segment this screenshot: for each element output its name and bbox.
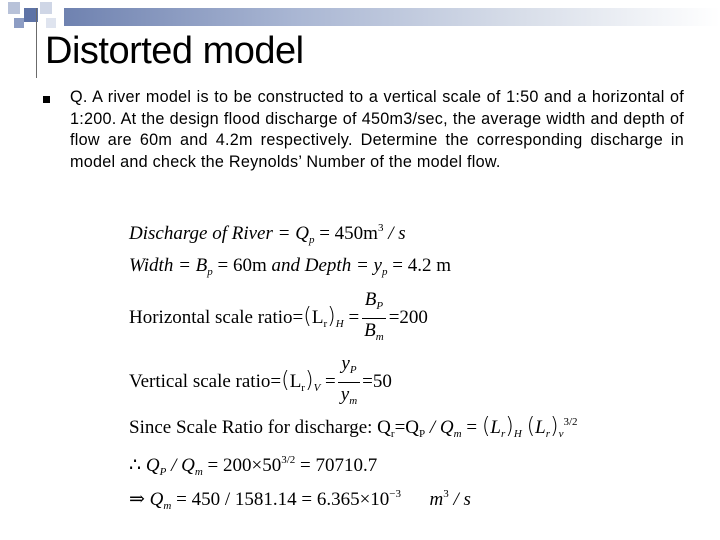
eq-label: and Depth = [271,255,374,276]
eq-symbol: / Q [425,417,454,438]
eq-symbol: Q [377,417,391,438]
eq-subscript: P [349,364,357,376]
eq-symbol: L [311,306,324,328]
eq-value: = 4.2 m [387,255,451,276]
eq-label: Discharge of River = [129,223,296,244]
eq-result: = 70710.7 [295,455,378,476]
eq-index: H [513,428,522,440]
page-title: Distorted model [45,30,304,72]
eq-subscript: m [194,466,203,478]
eq-label: Vertical scale ratio= [129,370,282,392]
eq-symbol: L [289,370,302,392]
eq-denominator: B [364,320,376,341]
eq-subscript: P [159,466,167,478]
equation-model-discharge [129,488,471,512]
eq-symbol: L [535,417,546,438]
eq-subscript: m [453,428,462,440]
title-rule [36,8,37,78]
eq-unit: / s [383,223,406,244]
deco-square [14,18,24,28]
question-text: Q. A river model is to be constructed to a vertical scale of 1:50 and a horizontal of 1:200. At the design flood discharge of 450m3/sec, the average width and depth of flow are 60m and 4.2m respectively. Determine the corresponding discharge in model and check the Reynolds’ Number of the model flow. [70,88,684,172]
eq-label: Since Scale Ratio for discharge: [129,417,378,438]
eq-subscript: r [500,428,506,440]
eq-symbol: Q [295,223,309,244]
eq-fraction [338,352,360,413]
eq-subscript: m [349,395,358,407]
header-decoration [0,0,720,34]
eq-exponent: 3/2 [281,454,296,466]
eq-exponent: 3/2 [563,416,578,428]
eq-value: = 450m [314,223,378,244]
therefore-icon: ∴ [129,455,142,476]
eq-symbol: / Q [166,455,195,476]
eq-symbol: B [195,255,208,276]
deco-square [40,2,52,14]
eq-subscript: m [375,331,384,343]
eq-subscript: p [207,266,213,278]
eq-value: =200 [388,306,428,328]
deco-square [46,18,56,28]
eq-equals: = [343,306,360,328]
eq-value: = 450 / 1581.14 = 6.365×10 [171,489,390,510]
header-gradient-bar [64,8,720,26]
eq-subscript: P [419,428,426,440]
eq-denominator: y [340,384,350,405]
eq-subscript: r [323,317,328,330]
eq-index: V [313,381,321,394]
eq-exponent: −3 [389,488,402,500]
eq-subscript: p [381,266,388,278]
eq-unit: / s [448,489,471,510]
eq-subscript: r [545,428,551,440]
eq-label: Width = [129,255,196,276]
eq-subscript: r [301,381,305,394]
equation-discharge [129,222,406,246]
equation-width-depth [129,255,451,278]
equation-discharge-scale: Since Scale Ratio for discharge: $Q_r=Q_P / Q_m = (L_r)_H$ $(L_r)_v^{3/2}$ [129,414,578,440]
deco-square [8,2,20,14]
eq-numerator: y [341,353,350,374]
eq-symbol: y [373,255,382,276]
equation-horizontal-ratio: Horizontal scale $ratio=(L_r)_H$ = $\frac{B_P}{B_m}$ =200 [129,288,428,349]
equation-vertical-ratio: Vertical scale $ratio=(L_r)_V$ = $\frac{y_P}{y_m}$ =50 [129,352,392,413]
eq-value: = 200×50 [202,455,282,476]
eq-unit: m [429,489,444,510]
bullet-icon [43,96,50,103]
eq-symbol: Q [141,455,160,476]
eq-value: = 60m [212,255,272,276]
eq-symbol: =Q [394,417,420,438]
eq-subscript: m [163,500,172,512]
eq-exponent: 3 [443,488,449,500]
eq-symbol: Q [144,489,164,510]
eq-index: v [558,428,564,440]
equation-therefore [129,454,377,478]
eq-index: H [335,317,344,330]
eq-equals: = [461,417,482,438]
eq-numerator: B [364,289,377,310]
eq-exponent: 3 [377,222,384,234]
eq-label: Horizontal scale ratio= [129,306,304,328]
eq-subscript: P [376,300,384,312]
eq-symbol: L [490,417,501,438]
eq-equals: = [320,370,336,392]
eq-fraction [361,288,387,349]
eq-subscript: r [390,428,395,440]
eq-subscript: p [308,234,315,246]
implies-icon: ⇒ [129,489,145,510]
eq-value: =50 [362,370,392,392]
